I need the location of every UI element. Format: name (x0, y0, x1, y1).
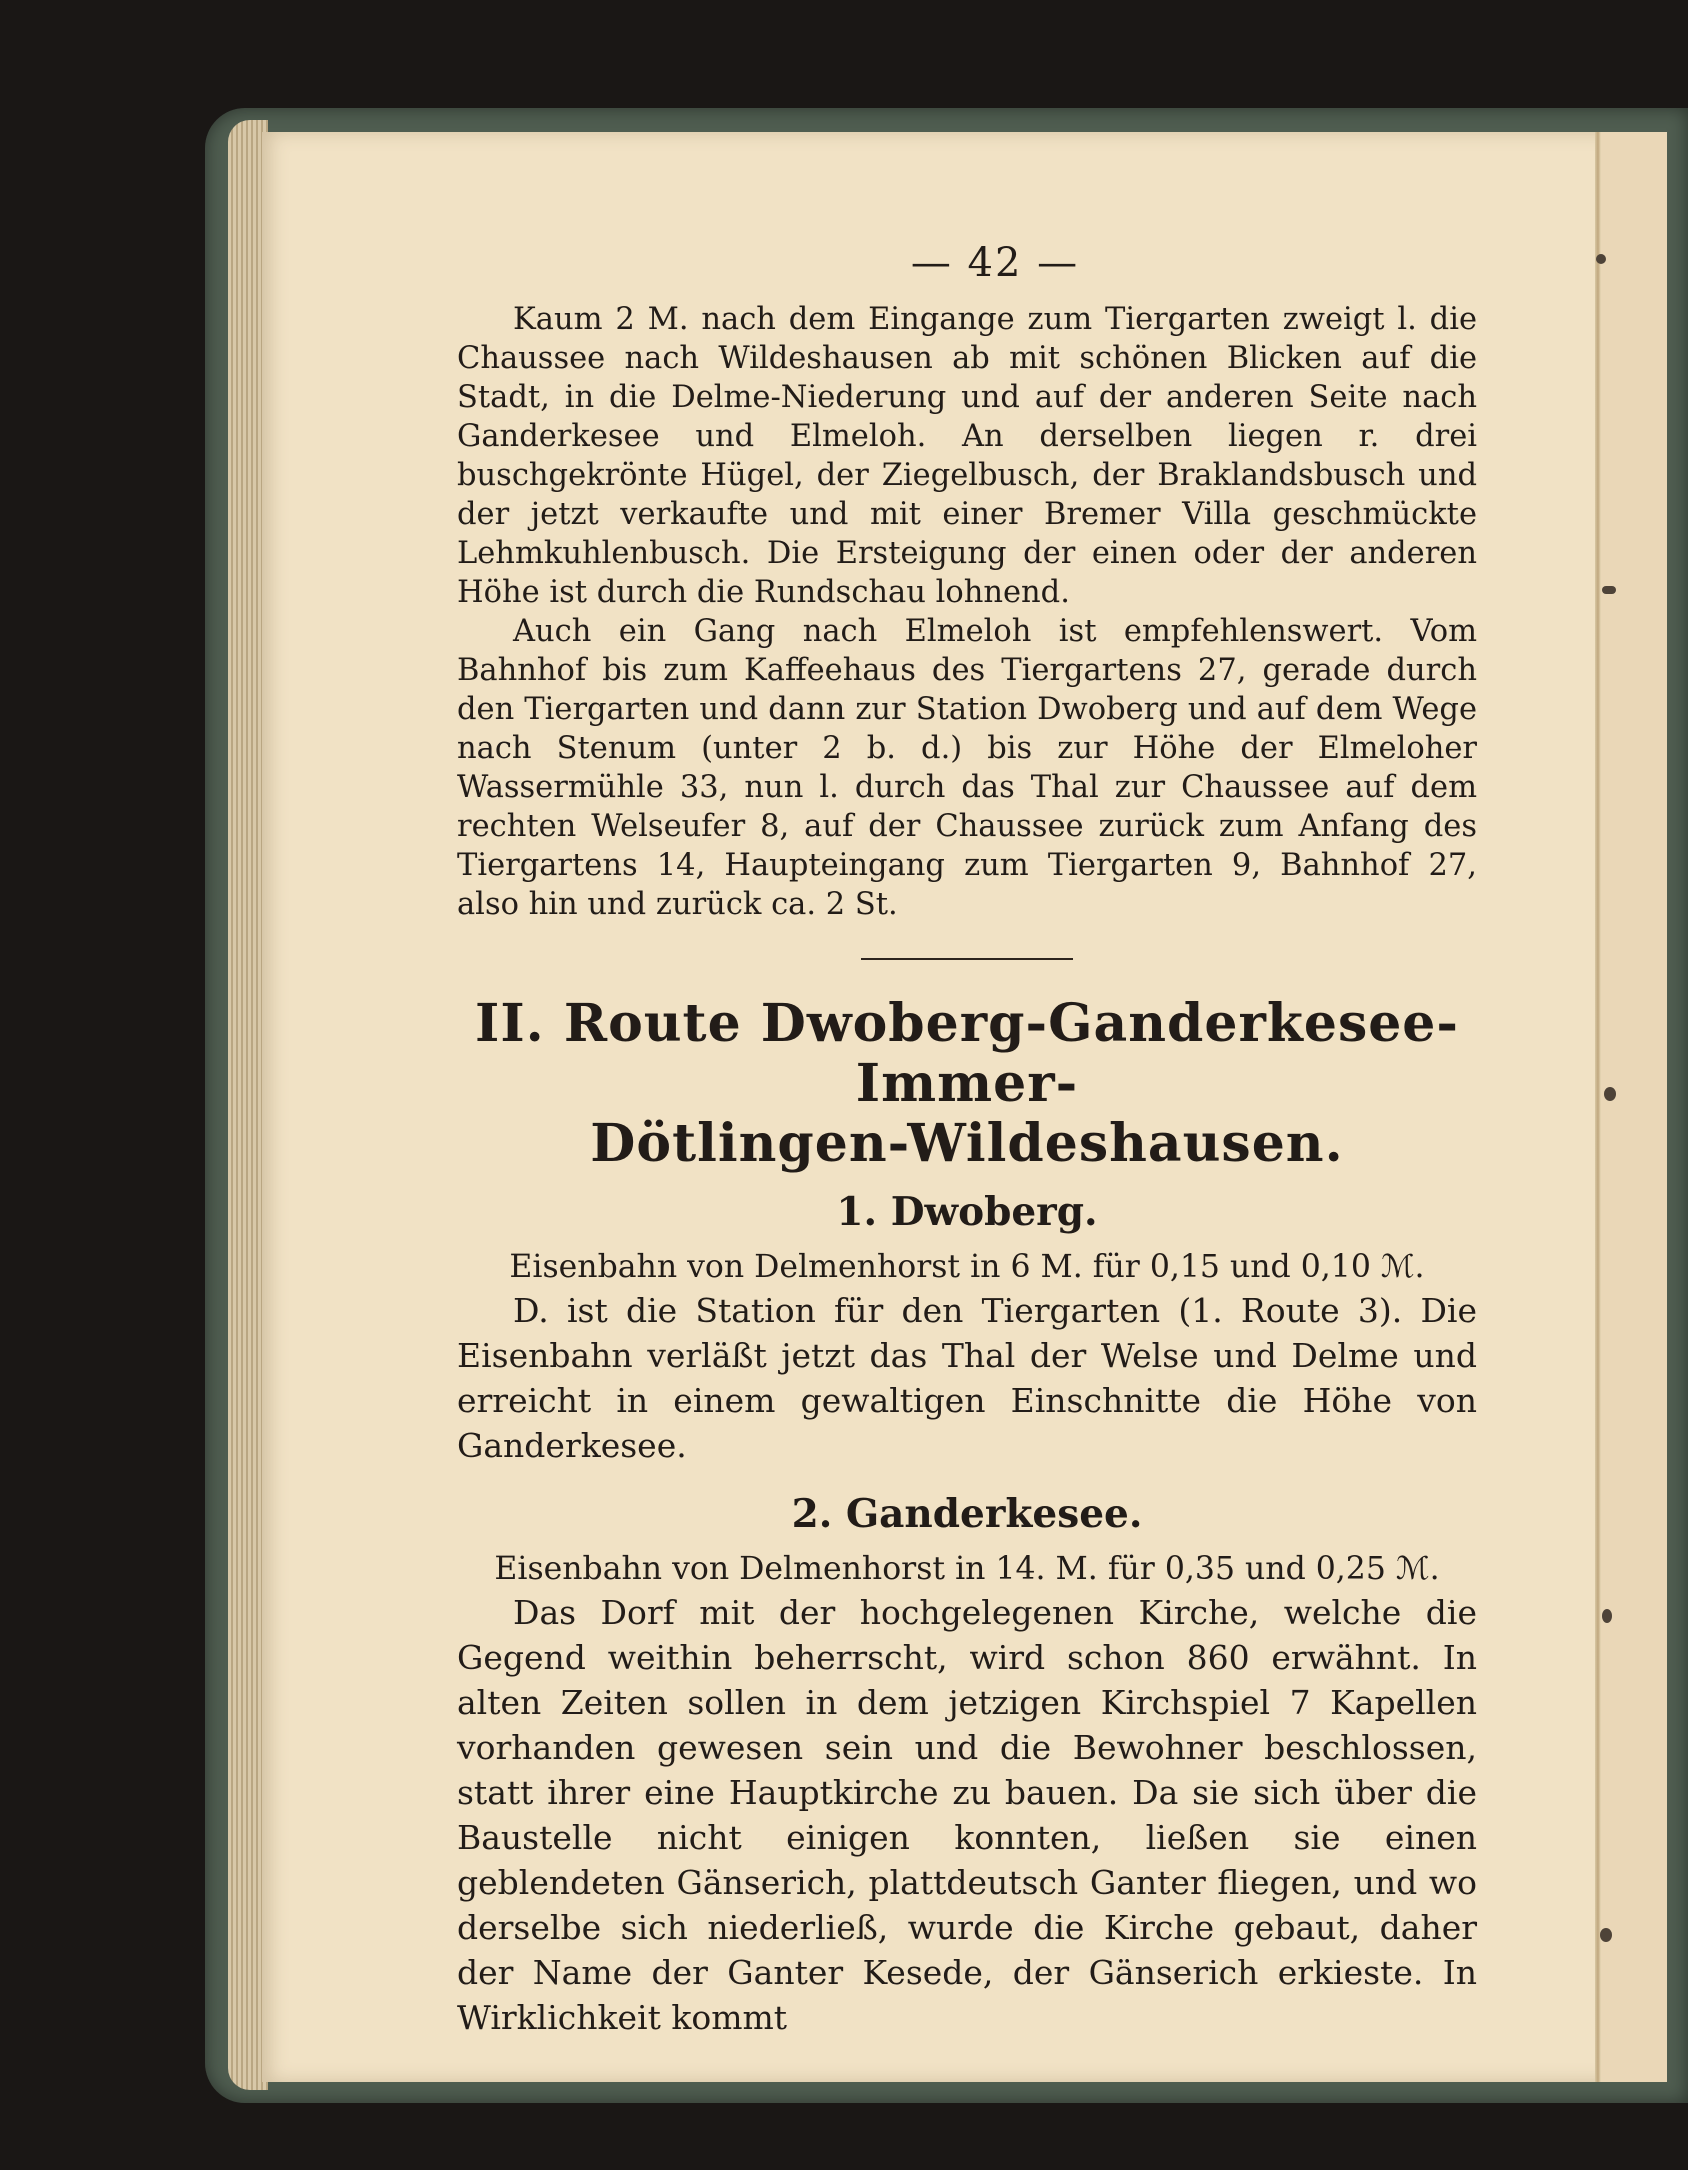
binding-mark (1602, 1609, 1612, 1623)
subheading-ganderkesee: 2. Ganderkesee. (791, 1491, 1143, 1537)
next-page-strip (1601, 132, 1667, 2082)
page-number: — 42 — (910, 240, 1080, 286)
subheading-dwoberg: 1. Dwoberg. (836, 1189, 1098, 1235)
section-heading-line: II. Route Dwoberg-Ganderkesee-Immer- (475, 993, 1459, 1114)
paragraph: D. ist die Station für den Tiergarten (1. Route 3). Die Eisenbahn verläßt jetzt das Thal der Welse und Delme und erreicht in einem gewaltigen Einschnitte die Höhe von Ganderkesee. (457, 1291, 1477, 1465)
binding-mark (1596, 254, 1606, 264)
paragraph: Kaum 2 M. nach dem Eingange zum Tiergarten zweigt l. die Chaussee nach Wildeshausen ab mit schönen Blicken auf die Stadt, in die Delme-Niederung und auf der anderen Seite nach Ganderkesee und Elmeloh. An derselben liegen r. drei buschgekrönte Hügel, der Ziegelbusch, der Braklandsbusch und der jetzt verkaufte und mit einer Bremer Villa geschmückte Lehmkuhlenbusch. Die Ersteigung der einen oder der anderen Höhe ist durch die Rundschau lohnend. (457, 302, 1477, 610)
section-heading-line: Dötlingen-Wildeshausen. (590, 1113, 1344, 1174)
section-divider (861, 958, 1073, 960)
binding-mark (1600, 1928, 1612, 1942)
paragraph: Das Dorf mit der hochgelegenen Kirche, welche die Gegend weithin beherrscht, wird schon 860 erwähnt. In alten Zeiten sollen in dem jetzigen Kirchspiel 7 Kapellen vorhanden gewesen sein und die Bewohner beschlossen, statt ihrer eine Hauptkirche zu bauen. Da sie sich über die Baustelle nicht einigen konnten, ließen sie einen geblendeten Gänserich, plattdeutsch Ganter fliegen, und wo derselbe sich niederließ, wurde die Kirche gebaut, daher der Name der Ganter Kesede, der Gänserich erkieste. In Wirklichkeit kommt (457, 1593, 1477, 2037)
paragraph: Auch ein Gang nach Elmeloh ist empfehlenswert. Vom Bahnhof bis zum Kaffeehaus des Tiergartens 27, gerade durch den Tiergarten und dann zur Station Dwoberg und auf dem Wege nach Stenum (unter 2 b. d.) bis zur Höhe der Elmeloher Wassermühle 33, nun l. durch das Thal zur Chaussee auf dem rechten Welseufer 8, auf der Chaussee zurück zum Anfang des Tiergartens 14, Haupteingang zum Tiergarten 9, Bahnhof 27, also hin und zurück ca. 2 St. (457, 614, 1477, 922)
binding-mark (1602, 586, 1616, 594)
section-heading (457, 994, 1477, 1174)
rail-connection: Eisenbahn von Delmenhorst in 6 M. für 0,15 und 0,10 ℳ. (509, 1249, 1425, 1285)
rail-connection: Eisenbahn von Delmenhorst in 14. M. für 0,35 und 0,25 ℳ. (494, 1551, 1440, 1587)
binding-mark (1604, 1087, 1616, 1101)
text-column (457, 240, 1477, 2040)
